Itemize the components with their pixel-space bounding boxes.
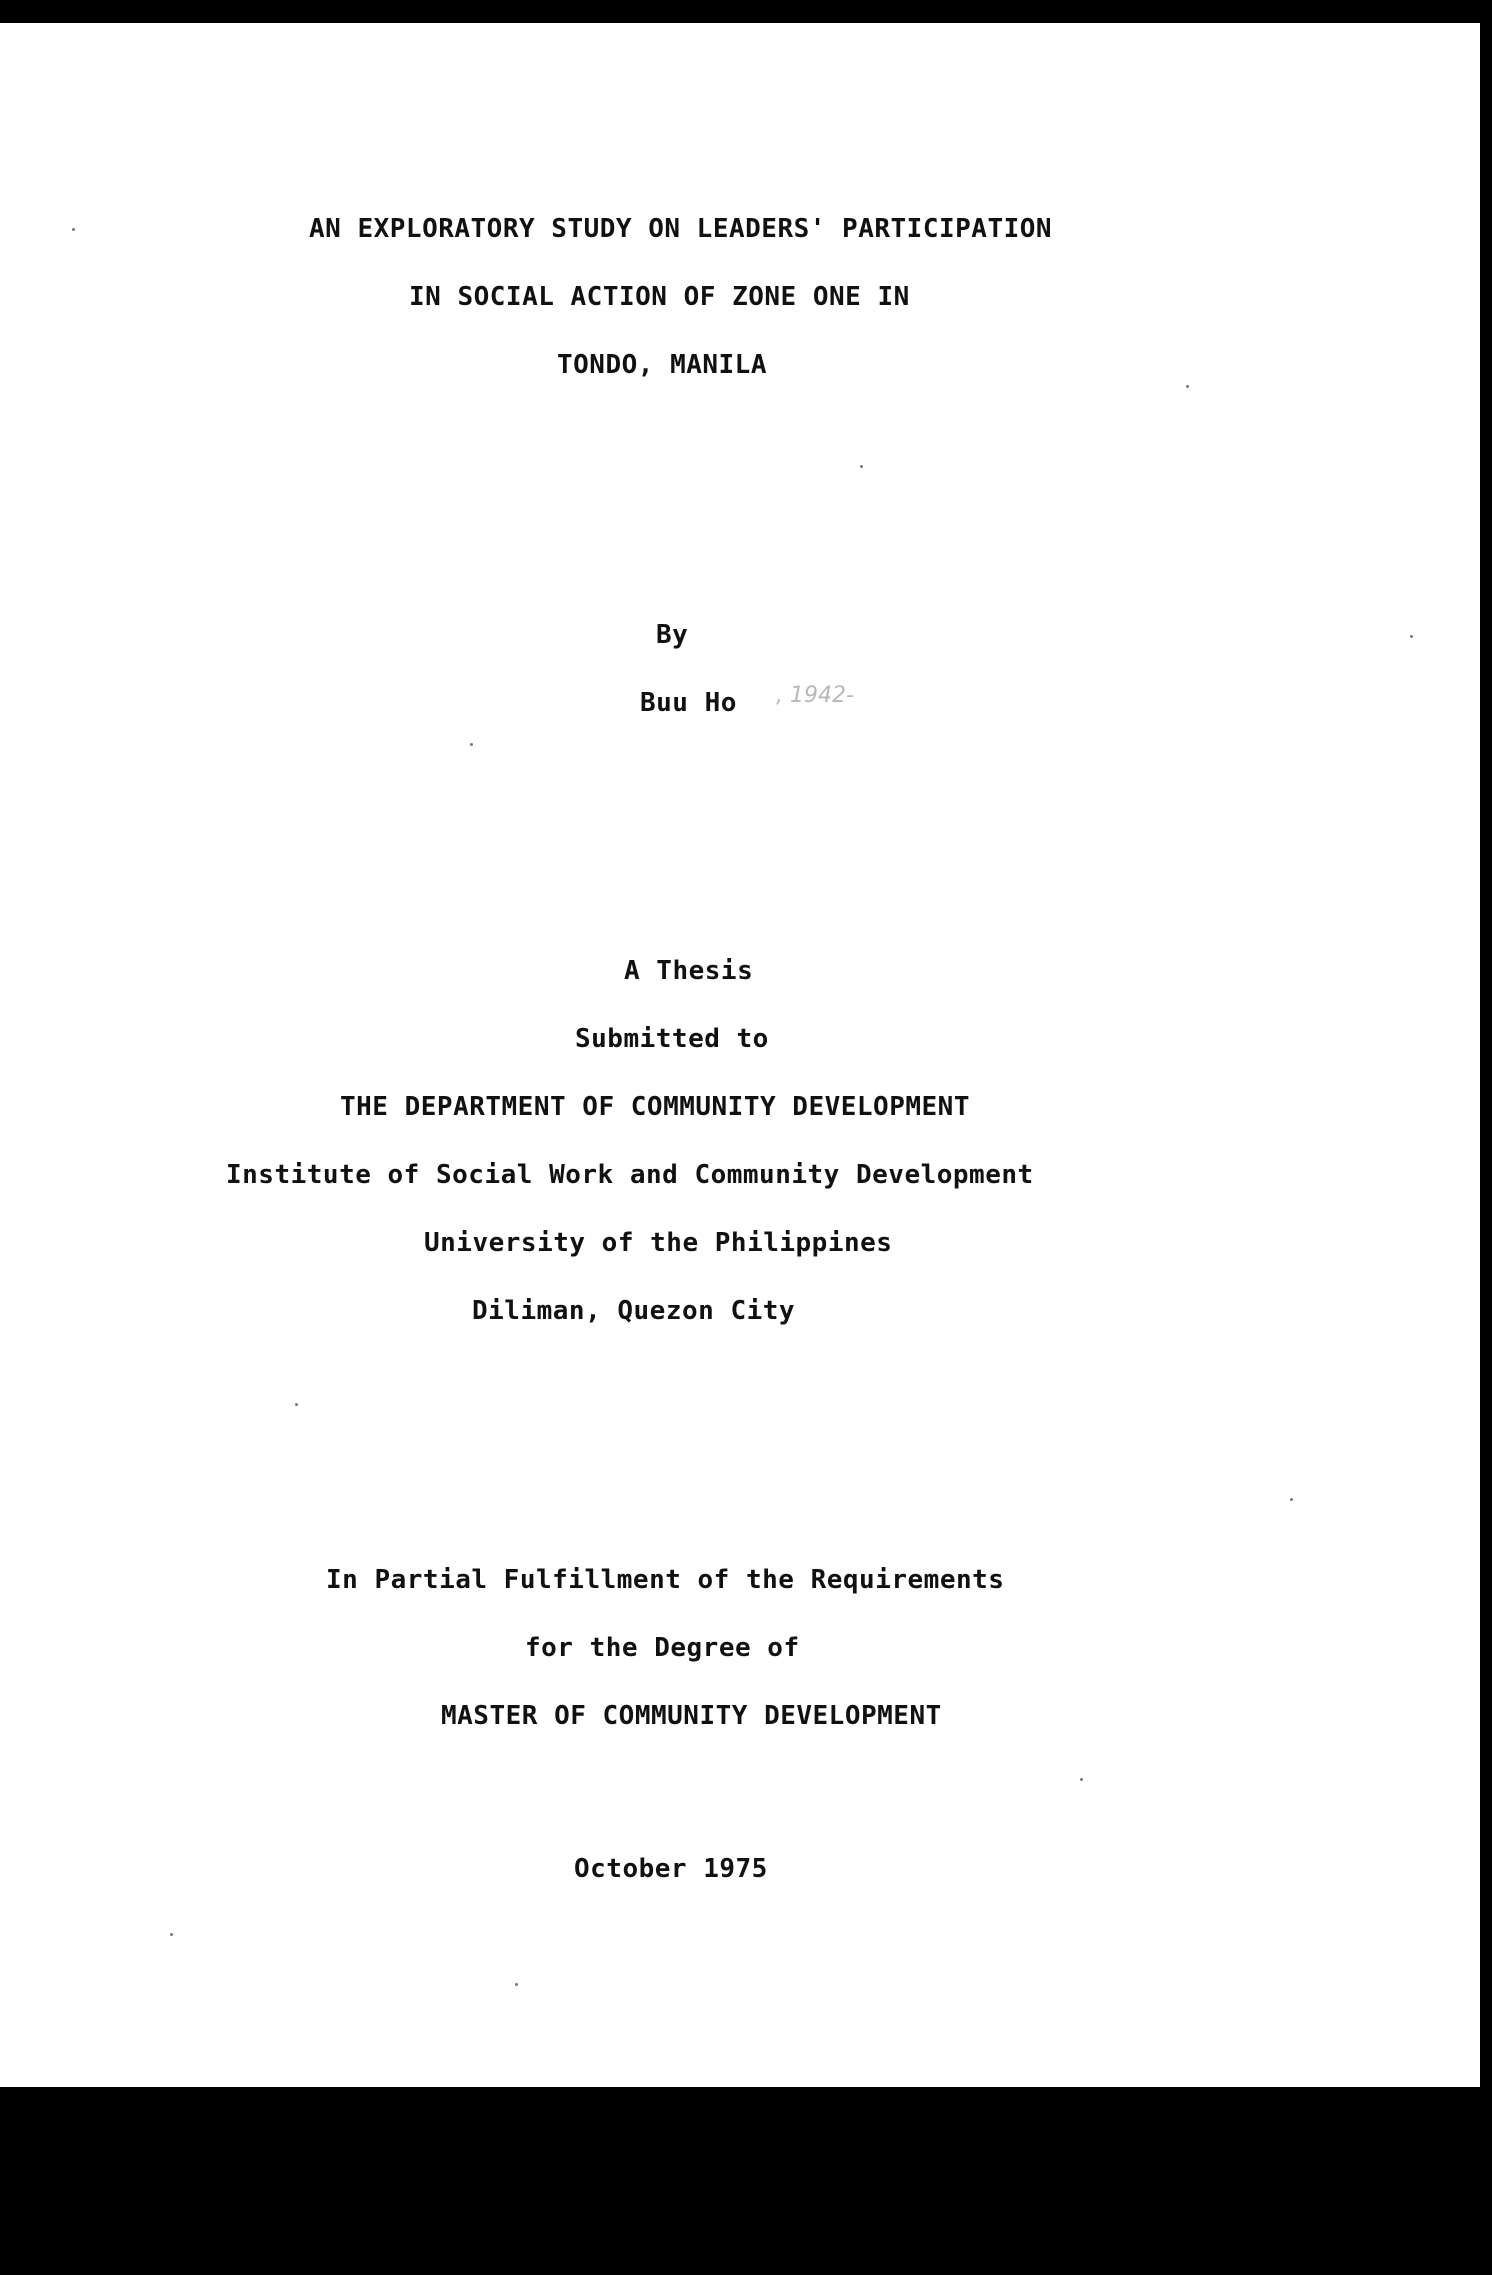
scan-speck (1410, 635, 1413, 638)
fulfillment-line-1: In Partial Fulfillment of the Requirements (326, 1565, 1005, 1595)
thesis-line-2: Submitted to (575, 1024, 769, 1054)
pencil-mark: , 1942- (776, 683, 854, 708)
university-name: University of the Philippines (424, 1228, 893, 1258)
institute-name: Institute of Social Work and Community Development (226, 1160, 1034, 1190)
degree-name: MASTER OF COMMUNITY DEVELOPMENT (441, 1701, 942, 1731)
scan-speck (515, 1983, 518, 1986)
title-line-1: AN EXPLORATORY STUDY ON LEADERS' PARTICIPATION (309, 214, 1053, 244)
scan-speck (295, 1403, 298, 1406)
thesis-line-1: A Thesis (624, 956, 754, 986)
submission-date: October 1975 (574, 1854, 768, 1884)
department-name: THE DEPARTMENT OF COMMUNITY DEVELOPMENT (340, 1092, 970, 1122)
scan-speck (170, 1933, 173, 1936)
by-label: By (656, 620, 689, 650)
university-location: Diliman, Quezon City (472, 1296, 796, 1326)
scan-speck (1080, 1778, 1083, 1781)
scan-speck (470, 743, 473, 746)
scan-speck (72, 228, 75, 231)
author-name: Buu Ho (640, 688, 737, 718)
fulfillment-line-2: for the Degree of (525, 1633, 800, 1663)
title-line-2: IN SOCIAL ACTION OF ZONE ONE IN (409, 282, 910, 312)
scan-speck (1290, 1498, 1293, 1501)
thesis-title-page (0, 23, 1480, 2087)
scan-speck (1186, 385, 1189, 388)
scan-speck (860, 465, 863, 468)
title-line-3: TONDO, MANILA (557, 350, 767, 380)
